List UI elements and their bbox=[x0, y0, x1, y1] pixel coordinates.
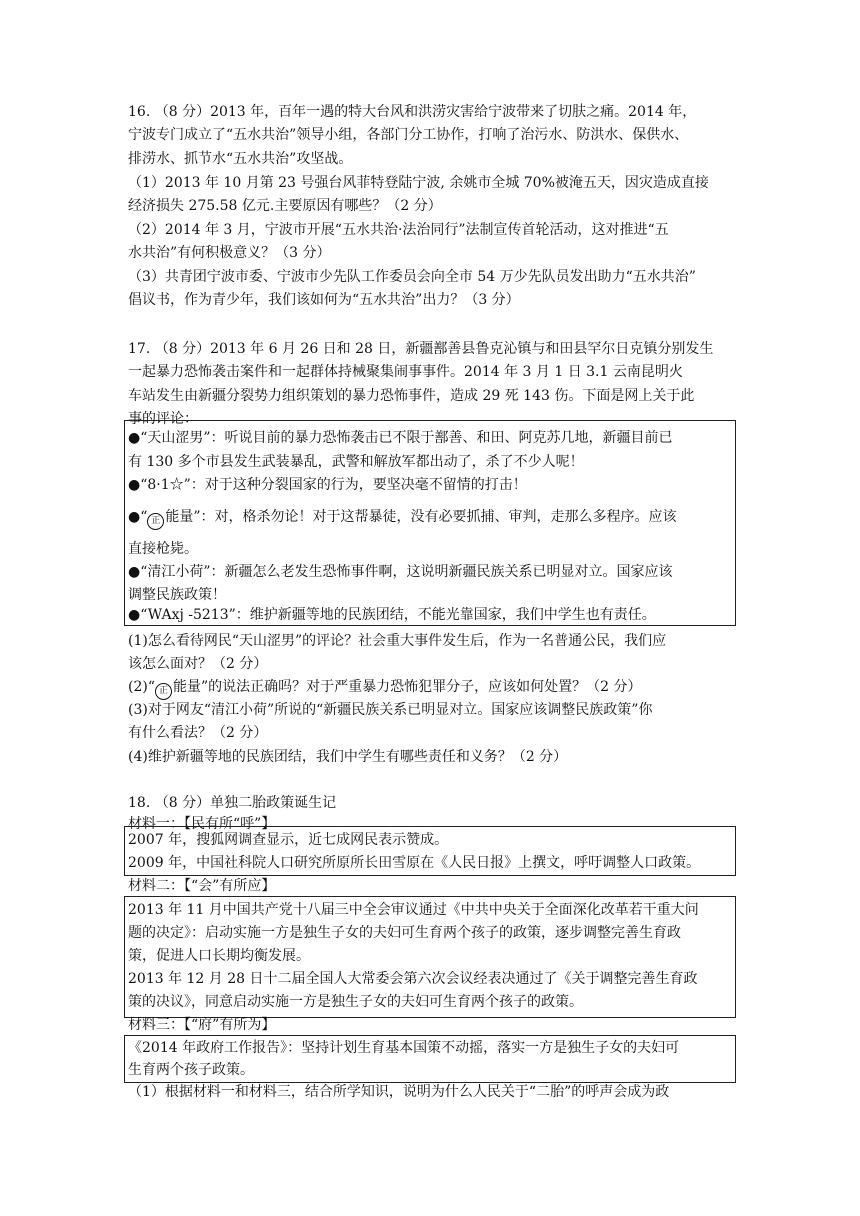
material-2-line: 2013 年 11 月中国共产党十八届三中全会审议通过《中共中央关于全面深化改革若干重大问 bbox=[128, 902, 699, 918]
q18-title: 18. （8 分）单独二胎政策诞生记 bbox=[128, 795, 337, 811]
comment-zhengnengliang-cont: 直接枪毙。 bbox=[128, 541, 198, 557]
q16-line: 排涝水、抓节水“五水共治”攻坚战。 bbox=[128, 151, 353, 167]
q17-sub3-cont: 有什么看法？（2 分） bbox=[128, 725, 268, 741]
material-2-line: 策的决议》，同意启动实施一方是独生子女的夫妇可生育两个孩子的政策。 bbox=[128, 994, 583, 1010]
comment-qingjiang: ●“清江小荷”：新疆怎么老发生恐怖事件啊，这说明新疆民族关系已明显对立。国家应该 bbox=[128, 564, 673, 580]
q17-intro-line: 事的评论： bbox=[128, 411, 198, 427]
q17-intro-line: 17. （8 分）2013 年 6 月 26 日和 28 日，新疆鄯善县鲁克沁镇与和田县罕尔日克镇分别发生 bbox=[128, 341, 714, 357]
material-1-line: 2007 年，搜狐网调查显示，近七成网民表示赞成。 bbox=[128, 832, 449, 848]
q17-sub2: (2)“ 正 能量”的说法正确吗？对于严重暴力恐怖犯罪分子，应该如何处置？（2 分） bbox=[128, 676, 732, 700]
material-2-line: 2013 年 12 月 28 日十二届全国人大常委会第六次会议经表决通过了《关于调整完善生育政 bbox=[128, 971, 698, 987]
q17-sub3: (3)对于网友“清江小荷”所说的“新疆民族关系已明显对立。国家应该调整民族政策”你 bbox=[128, 702, 653, 718]
q16-line: 倡议书，作为青少年，我们该如何为“五水共治”出力？（3 分） bbox=[128, 292, 520, 308]
q17-intro-line: 一起暴力恐怖袭击案件和一起群体持械聚集闹事事件。2014 年 3 月 1 日 3.1 云南昆明火 bbox=[128, 364, 683, 380]
q18-sub1: （1）根据材料一和材料三，结合所学知识，说明为什么人民关于“二胎”的呼声会成为政 bbox=[128, 1084, 670, 1100]
q17-sub1: (1)怎么看待网民“天山涩男”的评论？社会重大事件发生后，作为一名普通公民，我们应 bbox=[128, 633, 667, 649]
material-1-line: 2009 年，中国社科院人口研究所原所长田雪原在《人民日报》上撰文，呼吁调整人口政策。 bbox=[128, 855, 701, 871]
q16-line: 宁波专门成立了“五水共治”领导小组，各部门分工协作，打响了治污水、防洪水、保供水、 bbox=[128, 127, 689, 143]
comment-81: ●“8·1☆”：对于这种分裂国家的行为，要坚决毫不留情的打击！ bbox=[128, 477, 527, 493]
circled-character: 正 bbox=[147, 513, 164, 530]
material-2-line: 题的决定》：启动实施一方是独生子女的夫妇可生育两个孩子的政策，逐步调整完善生育政 bbox=[128, 925, 681, 941]
q16-line: 水共治”有何积极意义？（3 分） bbox=[128, 245, 331, 261]
q17-intro-line: 车站发生由新疆分裂势力组织策划的暴力恐怖事件，造成 29 死 143 伤。下面是网上关于此 bbox=[128, 388, 695, 404]
q17-sub1-cont: 该怎么面对？（2 分） bbox=[128, 656, 268, 672]
q16-line: 16. （8 分）2013 年，百年一遇的特大台风和洪涝灾害给宁波带来了切肤之痛。2014 年， bbox=[128, 104, 697, 120]
comment-tianshan: ●“天山涩男”：听说目前的暴力恐怖袭击已不限于鄯善、和田、阿克苏几地，新疆目前已 bbox=[128, 430, 673, 446]
circled-character: 正 bbox=[155, 683, 172, 700]
q16-line: （3）共青团宁波市委、宁波市少先队工作委员会向全市 54 万少先队员发出助力“五水共治” bbox=[128, 269, 696, 285]
comment-tianshan-cont: 有 130 多个市县发生武装暴乱，武警和解放军都出动了，杀了不少人呢！ bbox=[128, 454, 584, 470]
comment-zhengnengliang: ●“ 正 能量”：对，格杀勿论！对于这帮暴徒，没有必要抓捕、审判，走那么多程序。应该 bbox=[128, 506, 732, 530]
q16-line: 经济损失 275.58 亿元.主要原因有哪些？（2 分） bbox=[128, 198, 442, 214]
q17-sub4: (4)维护新疆等地的民族团结，我们中学生有哪些责任和义务？（2 分） bbox=[128, 749, 568, 765]
q16-line: （2）2014 年 3 月，宁波市开展“五水共治·法治同行”法制宣传首轮活动，这对推进“五 bbox=[128, 222, 669, 238]
material-3-label: 材料三：【“府”有所为】 bbox=[128, 1017, 276, 1033]
material-3-line: 生育两个孩子政策。 bbox=[128, 1062, 254, 1078]
material-1-label: 材料一：【民有所“呼”】 bbox=[128, 816, 276, 832]
material-2-label: 材料二：【“会”有所应】 bbox=[128, 878, 276, 894]
comment-waxj: ●“WAxj -5213”：维护新疆等地的民族团结，不能光靠国家，我们中学生也有责任。 bbox=[128, 607, 656, 623]
q16-line: （1）2013 年 10 月第 23 号强台风菲特登陆宁波, 余姚市全城 70%被淹五天，因灾造成直接 bbox=[128, 175, 709, 191]
material-2-line: 策，促进人口长期均衡发展。 bbox=[128, 948, 310, 964]
material-3-line: 《2014 年政府工作报告》：坚持计划生育基本国策不动摇，落实一方是独生子女的夫妇可 bbox=[128, 1040, 680, 1056]
comment-qingjiang-cont: 调整民族政策！ bbox=[128, 587, 226, 603]
